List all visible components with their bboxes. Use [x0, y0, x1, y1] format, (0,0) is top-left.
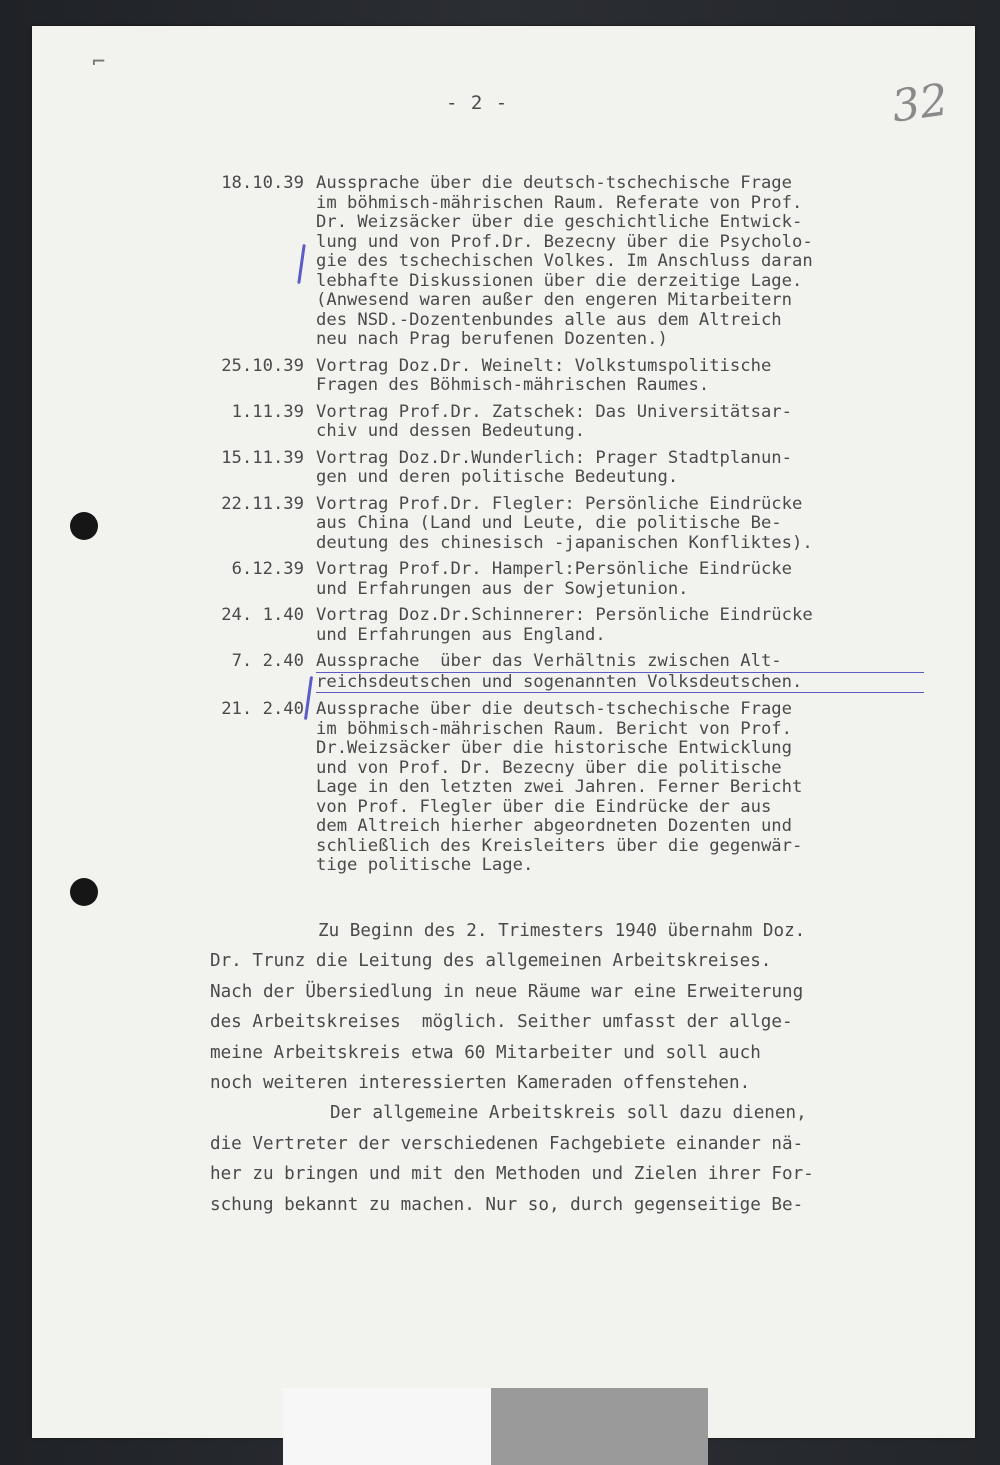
underlined-text-line: Aussprache über das Verhältnis zwischen Alt- — [316, 652, 924, 673]
text-line: gen und deren politische Bedeutung. — [316, 467, 679, 487]
event-text — [316, 449, 924, 488]
text-line: Vortrag Prof.Dr. Zatschek: Das Universitätsar- — [316, 401, 792, 422]
text-line: (Anwesend waren außer den engeren Mitarbeitern — [316, 290, 792, 310]
text-line: dem Altreich hierher abgeordneten Dozenten und — [316, 816, 792, 836]
event-entry — [204, 606, 924, 645]
paragraph-line: noch weiteren interessierten Kameraden offenstehen. — [210, 1073, 751, 1094]
text-line: Dr. Weizsäcker über die geschichtliche Entwick- — [316, 212, 803, 232]
body-paragraphs — [210, 916, 910, 1220]
paragraph-line: meine Arbeitskreis etwa 60 Mitarbeiter und soll auch — [210, 1042, 761, 1063]
text-line: Lage in den letzten zwei Jahren. Ferner Bericht — [316, 777, 803, 797]
text-line: Vortrag Prof.Dr. Flegler: Persönliche Eindrücke — [316, 493, 803, 514]
event-entry — [204, 652, 924, 693]
text-line: Aussprache über die deutsch-tschechische Frage — [316, 699, 792, 719]
event-entry — [204, 174, 924, 350]
document-page — [32, 26, 975, 1438]
text-line: tige politische Lage. — [316, 855, 534, 875]
page-number: - 2 - — [446, 92, 509, 114]
text-line: von Prof. Flegler über die Eindrücke der aus — [316, 796, 772, 817]
text-line: lebhafte Diskussionen über die derzeitige Lage. — [316, 270, 803, 291]
calibration-strip-white — [283, 1388, 491, 1465]
event-text — [316, 495, 924, 554]
text-line: Dr.Weizsäcker über die historische Entwicklung — [316, 738, 792, 758]
text-line: Vortrag Prof.Dr. Hamperl:Persönliche Eindrücke — [316, 559, 792, 579]
paragraph-line: her zu bringen und mit den Methoden und Zielen ihrer For- — [210, 1164, 814, 1185]
event-date: 6.12.39 — [231, 559, 304, 579]
event-date: 15.11.39 — [221, 447, 304, 468]
event-date: 18.10.39 — [221, 173, 304, 193]
event-date: 22.11.39 — [221, 493, 304, 514]
text-line: im böhmisch-mährischen Raum. Bericht von Prof. — [316, 718, 792, 739]
paragraph-line: Dr. Trunz die Leitung des allgemeinen Arbeitskreises. — [210, 951, 772, 972]
text-line: deutung des chinesisch -japanischen Konfliktes). — [316, 532, 813, 553]
event-text — [316, 403, 924, 442]
handwritten-folio-number: 32 — [888, 74, 952, 133]
event-date: 25.10.39 — [221, 355, 304, 376]
event-date: 21. 2.40 — [221, 699, 304, 719]
text-line: und Erfahrungen aus der Sowjetunion. — [316, 578, 689, 599]
text-line: und Erfahrungen aus England. — [316, 624, 606, 645]
event-entry — [204, 357, 924, 396]
text-line: chiv und dessen Bedeutung. — [316, 421, 586, 441]
text-line: und von Prof. Dr. Bezecny über die politische — [316, 757, 782, 778]
event-text — [316, 357, 924, 396]
event-date: 24. 1.40 — [221, 605, 304, 625]
text-line: neu nach Prag berufenen Dozenten.) — [316, 329, 668, 349]
text-line: Vortrag Doz.Dr.Wunderlich: Prager Stadtplanun- — [316, 447, 792, 468]
event-entry — [204, 403, 924, 442]
event-entry — [204, 560, 924, 599]
text-line: Vortrag Doz.Dr.Schinnerer: Persönliche Eindrücke — [316, 605, 813, 625]
punch-hole-icon — [70, 512, 98, 540]
event-entry — [204, 700, 924, 876]
text-line: Fragen des Böhmisch-mährischen Raumes. — [316, 375, 710, 395]
text-line: im böhmisch-mährischen Raum. Referate von Prof. — [316, 192, 803, 213]
event-entry — [204, 495, 924, 554]
event-text — [316, 174, 924, 350]
paragraph-line: Der allgemeine Arbeitskreis soll dazu dienen, — [330, 1103, 807, 1124]
punch-hole-icon — [70, 878, 98, 906]
paragraph-line: die Vertreter der verschiedenen Fachgebiete einander nä- — [210, 1133, 804, 1154]
corner-mark: ⌐ — [92, 50, 106, 75]
text-line: lung und von Prof.Dr. Bezecny über die Psycholo- — [316, 231, 813, 252]
text-line: Aussprache über die deutsch-tschechische Frage — [316, 173, 792, 193]
event-date: 1.11.39 — [231, 401, 304, 422]
paragraph-line: schung bekannt zu machen. Nur so, durch gegenseitige Be- — [210, 1194, 804, 1215]
event-text — [316, 606, 924, 645]
event-entry — [204, 449, 924, 488]
event-text — [316, 700, 924, 876]
event-text — [316, 652, 924, 693]
text-line: des NSD.-Dozentenbundes alle aus dem Altreich — [316, 309, 782, 330]
calibration-strip-grey — [491, 1388, 708, 1465]
event-list — [204, 174, 924, 883]
text-line: schließlich des Kreisleiters über die gegenwär- — [316, 835, 803, 856]
paragraph-line: Nach der Übersiedlung in neue Räume war eine Erweiterung — [210, 981, 804, 1002]
text-line: aus China (Land und Leute, die politische Be- — [316, 513, 782, 533]
text-line: Vortrag Doz.Dr. Weinelt: Volkstumspolitische — [316, 355, 772, 376]
event-date: 7. 2.40 — [231, 651, 304, 671]
underlined-text-line: reichsdeutschen und sogenannten Volksdeutschen. — [316, 673, 924, 694]
paragraph-line: des Arbeitskreises möglich. Seither umfasst der allge- — [210, 1012, 793, 1033]
event-text — [316, 560, 924, 599]
text-line: gie des tschechischen Volkes. Im Anschluss daran — [316, 251, 813, 271]
paragraph-line: Zu Beginn des 2. Trimesters 1940 übernahm Doz. — [318, 921, 806, 941]
